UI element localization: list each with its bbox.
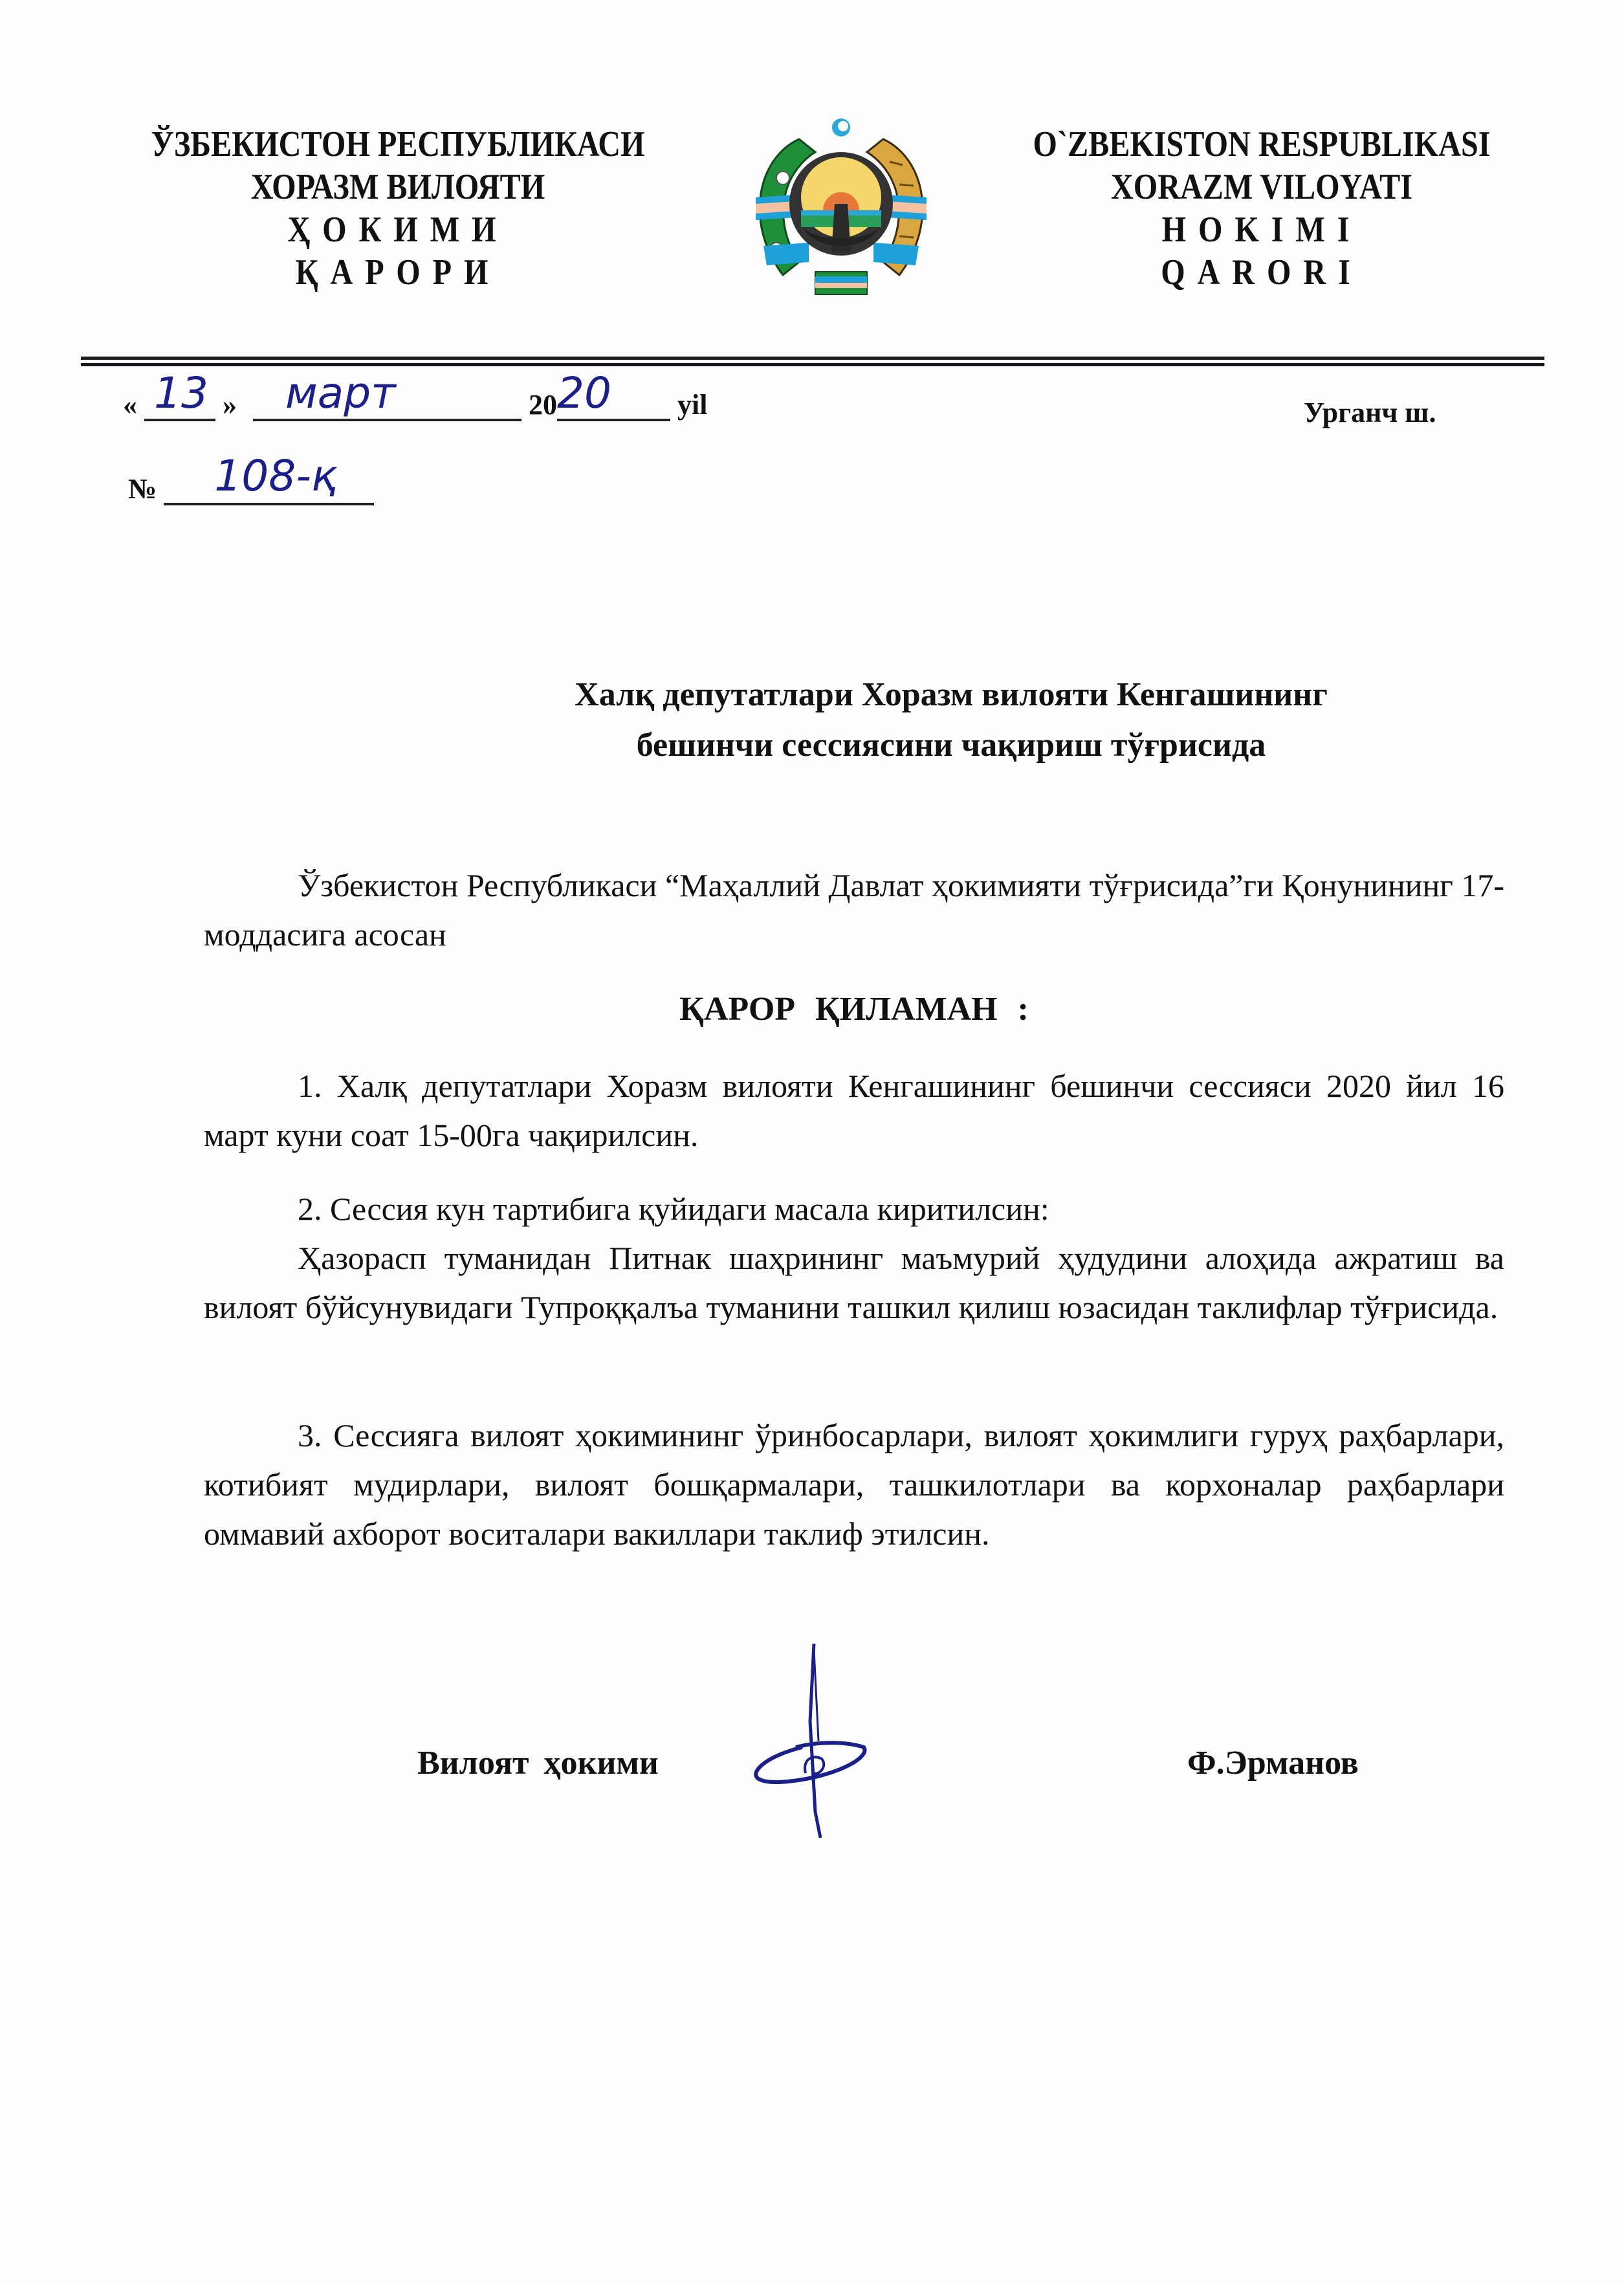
header-left-line-qarori: ҚАРОРИ [295,252,501,292]
header-left-line-hokim: ҲОКИМИ [287,210,509,250]
header-right-line-region: XORAZM VILOYATI [1110,167,1413,207]
header-left-line-country: ЎЗБЕКИСТОН РЕСПУБЛИКАСИ [151,124,645,164]
month-handwritten: март [285,368,396,418]
year-suffix: yil [677,389,708,421]
signatory-name: Ф.Эрманов [1187,1745,1359,1781]
item-2-detail-paragraph: Ҳазорасп туманидан Питнак шаҳрининг маъмурий ҳудудини алоҳида ажратиш ва вилоят бўйсунувидаги Тупроққалъа туманини ташкил қилиш юзасидан таклифлар тўғрисида. [204,1240,1504,1325]
decree-title-line-2: бешинчи сессиясини чақириш тўғрисида [636,727,1266,764]
decree-title-line-1: Халқ депутатлари Хоразм вилояти Кенгашининг [575,676,1328,713]
header-rule-bottom [81,363,1544,366]
header-right-line-country: O`ZBEKISTON RESPUBLIKASI [1033,124,1491,164]
number-row [128,451,374,505]
decree-title [362,670,1540,771]
month-field [253,368,521,421]
item-2-paragraph: 2. Сессия кун тартибига қуйидаги масала киритилсин: [298,1191,1049,1227]
day-field [144,368,215,421]
number-field [164,451,374,505]
preamble-paragraph: Ўзбекистон Республикаси “Маҳаллий Давлат ҳокимияти тўғрисида”ги Қонунининг 17-моддасига асосан [204,867,1504,953]
header-right-line-hokimi: HOKIMI [1161,210,1362,250]
header-right-latin [994,123,1529,294]
date-row [123,368,708,421]
year-handwritten: 20 [557,368,611,418]
number-handwritten: 108-қ [214,451,337,501]
decree-heading: ҚАРОР ҚИЛАМАН : [679,991,1029,1028]
item-1-paragraph: 1. Халқ депутатлари Хоразм вилояти Кенгашининг бешинчи сессияси 2020 йил 16 март куни соат 15-00га чақирилсин. [204,1068,1504,1153]
date-close-quote: » [223,389,237,421]
date-open-quote: « [123,389,137,421]
number-sign: № [128,473,157,505]
year-field [557,368,670,421]
header-right-line-qarori: QARORI [1161,252,1363,292]
day-handwritten: 13 [154,368,208,418]
handwritten-signature [751,1644,938,1838]
header-left-cyrillic [122,123,673,294]
item-3-paragraph: 3. Сессияга вилоят ҳокимининг ўринбосарлари, вилоят ҳокимлиги гуруҳ раҳбарлари, котибият мудирлари, вилоят бошқармалари, ташкилотлари ва корхоналар раҳбарлари оммавий ахборот воситалари вакиллари таклиф этилсин. [204,1417,1504,1552]
city-label: Урганч ш. [1304,397,1436,428]
year-prefix: 20 [529,389,557,421]
signatory-position: Вилоят ҳокими [417,1745,659,1781]
header-left-line-region: ХОРАЗМ ВИЛОЯТИ [250,167,545,207]
state-emblem-icon [738,113,945,307]
header-rule-top [81,357,1544,360]
